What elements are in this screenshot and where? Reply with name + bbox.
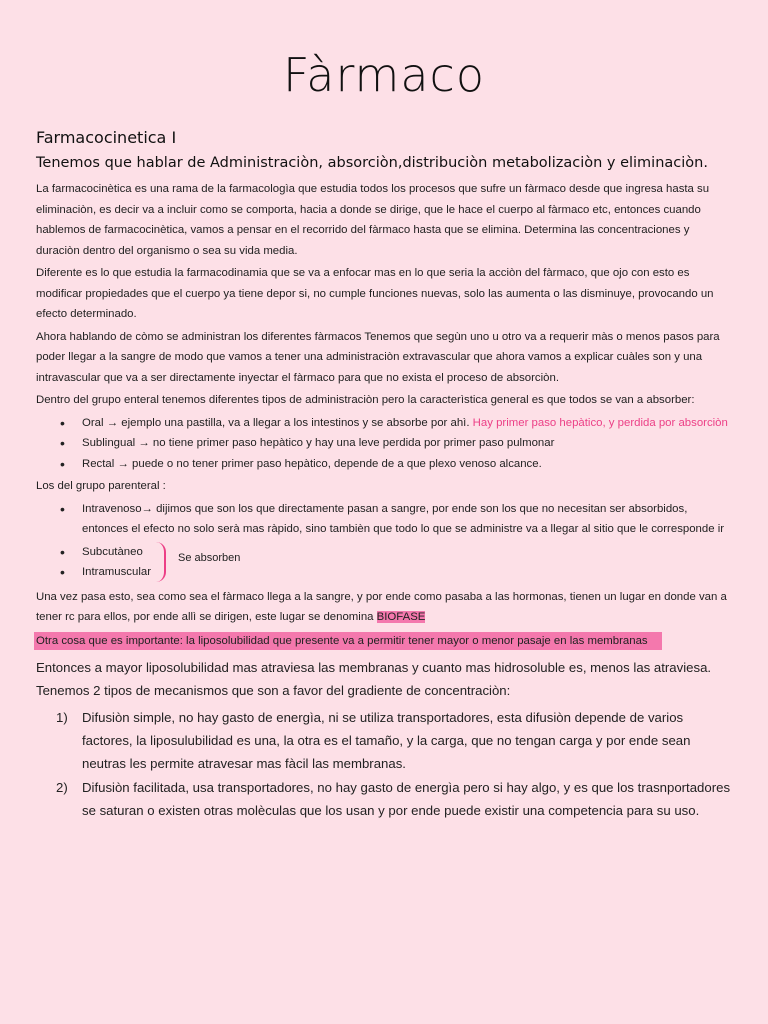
paragraph-biofase [36, 587, 732, 628]
arrow-right-icon: → [141, 502, 153, 515]
paragraph-farmacodinamia: Diferente es lo que estudia la farmacodinamia que se va a enfocar mas en lo que seria la acciòn del fàrmaco, que ojo con esto es modificar propiedades que el cuerpo ya tiene depor si, no cumple funciones nuevas, solo las aumenta o las disminuye, provocando un efecto determinado. [36, 267, 714, 320]
item-number: 1) [56, 709, 68, 725]
paragraph-liposolubilidad: Entonces a mayor liposolubilidad mas atraviesa las membranas y cuanto mas hidrosoluble es, menos las atraviesa. [36, 659, 712, 675]
route-name: Rectal [82, 457, 115, 470]
section-heading: Farmacocinetica I [36, 128, 177, 147]
route-text: no tiene primer paso hepàtico y hay una leve perdida por primer paso pulmonar [149, 437, 555, 449]
paragraph-enteral: Dentro del grupo enteral tenemos diferentes tipos de administraciòn pero la caracterìstica general es que todos se van a absorber: [36, 394, 695, 406]
biofase-highlight: BIOFASE [376, 611, 426, 623]
route-name: Sublingual [82, 437, 136, 449]
page-title: Fàrmaco [283, 48, 485, 102]
paragraph-farmacocinetica: La farmacocinètica es una rama de la farmacologìa que estudia todos los procesos que sufre un fàrmaco desde que ingresa hasta su eliminaciòn, es decir va a incluir como se comporta, hacia a donde se dirige, que le hace el cuerpo al fàrmaco etc, entonces cuando hablemos de farmacocinètica, vamos a pensar en el recorrido del fàrmaco hasta que se elimina. Determina las concentraciones y duraciòn dentro del organismo o sea su vida media. [36, 183, 710, 257]
list-item [82, 454, 732, 475]
mechanisms-list [36, 706, 732, 822]
curly-brace-icon [154, 542, 166, 582]
route-text: ejemplo una pastilla, va a llegar a los intestinos y se absorbe por ahì. [118, 416, 470, 429]
highlighted-note: Otra cosa que es importante: la liposolubilidad que presente va a permitir tener mayor o menor pasaje en las membranas [34, 632, 662, 650]
paragraph-administracion: Ahora hablando de còmo se administran los diferentes fàrmacos Tenemos que segùn uno u otro va a requerir màs o menos pasos para poder llegar a la sangre de modo que vamos a tener una administraciòn extravascular que ahora vamos a explicar cuàles son y una intravascular que va a ser directamente inyectar el fàrmaco para que no exista el proceso de absorciòn. [36, 330, 720, 384]
item-text: Difusiòn simple, no hay gasto de energìa, ni se utiliza transportadores, esta difusiòn depende de varios factores, la liposulubilidad es una, la otra es el tamaño, y la carga, que no tengan carga y por ende sean neutras les permite atravesar mas fàcil las membranas. [82, 709, 691, 771]
paragraph-mecanismos: Tenemos 2 tipos de mecanismos que son a favor del gradiente de concentraciòn: [36, 682, 511, 698]
document-body [36, 128, 732, 823]
list-item [82, 499, 732, 540]
item-text: Difusiòn facilitada, usa transportadores, no hay gasto de energìa pero si hay algo, y es que los trasnportadores se saturan o existen otras molèculas que los usan y por ende puede existir una competencia para su uso. [82, 779, 731, 818]
list-item [56, 776, 732, 822]
route-text: puede o no tener primer paso hepàtico, depende de a que plexo venoso alcance. [128, 457, 542, 470]
brace-label: Se absorben [178, 551, 241, 564]
arrow-right-icon: → [117, 457, 129, 470]
item-number: 2) [56, 779, 68, 795]
absorb-group [36, 542, 732, 583]
parenteral-absorb-list [36, 542, 732, 583]
enteral-list [36, 413, 732, 475]
list-item [82, 433, 732, 454]
parenteral-list [36, 499, 732, 540]
list-item: • Intramuscular [82, 562, 732, 583]
biofase-text: Una vez pasa esto, sea como sea el fàrmaco llega a la sangre, y por ende como pasaba a las hormonas, tienen un lugar en donde van a tener rc para ellos, por ende allì se dirigen, este lugar se denomina [36, 590, 727, 623]
arrow-right-icon: → [138, 437, 150, 449]
lead-sentence: Tenemos que hablar de Administraciòn, absorciòn,distribuciòn metabolizaciòn y eliminaciòn. [36, 155, 708, 171]
route-name: Oral [82, 416, 104, 429]
route-name: Intravenoso [82, 502, 142, 515]
route-text: dijimos que son los que directamente pasan a sangre, por ende son los que no necesitan ser absorbidos, entonces el efecto no solo serà mas ràpido, sino tambièn que todo lo que se administre va a llegar al sitio que le corresponde ir [82, 502, 725, 535]
arrow-right-icon: → [106, 416, 119, 429]
paragraph-parenteral: Los del grupo parenteral : [36, 480, 166, 492]
route-note-pink: Hay primer paso hepàtico, y perdida por absorciòn [469, 416, 728, 429]
list-item [82, 413, 732, 434]
list-item: • Subcutàneo [82, 542, 732, 563]
list-item [56, 706, 732, 775]
